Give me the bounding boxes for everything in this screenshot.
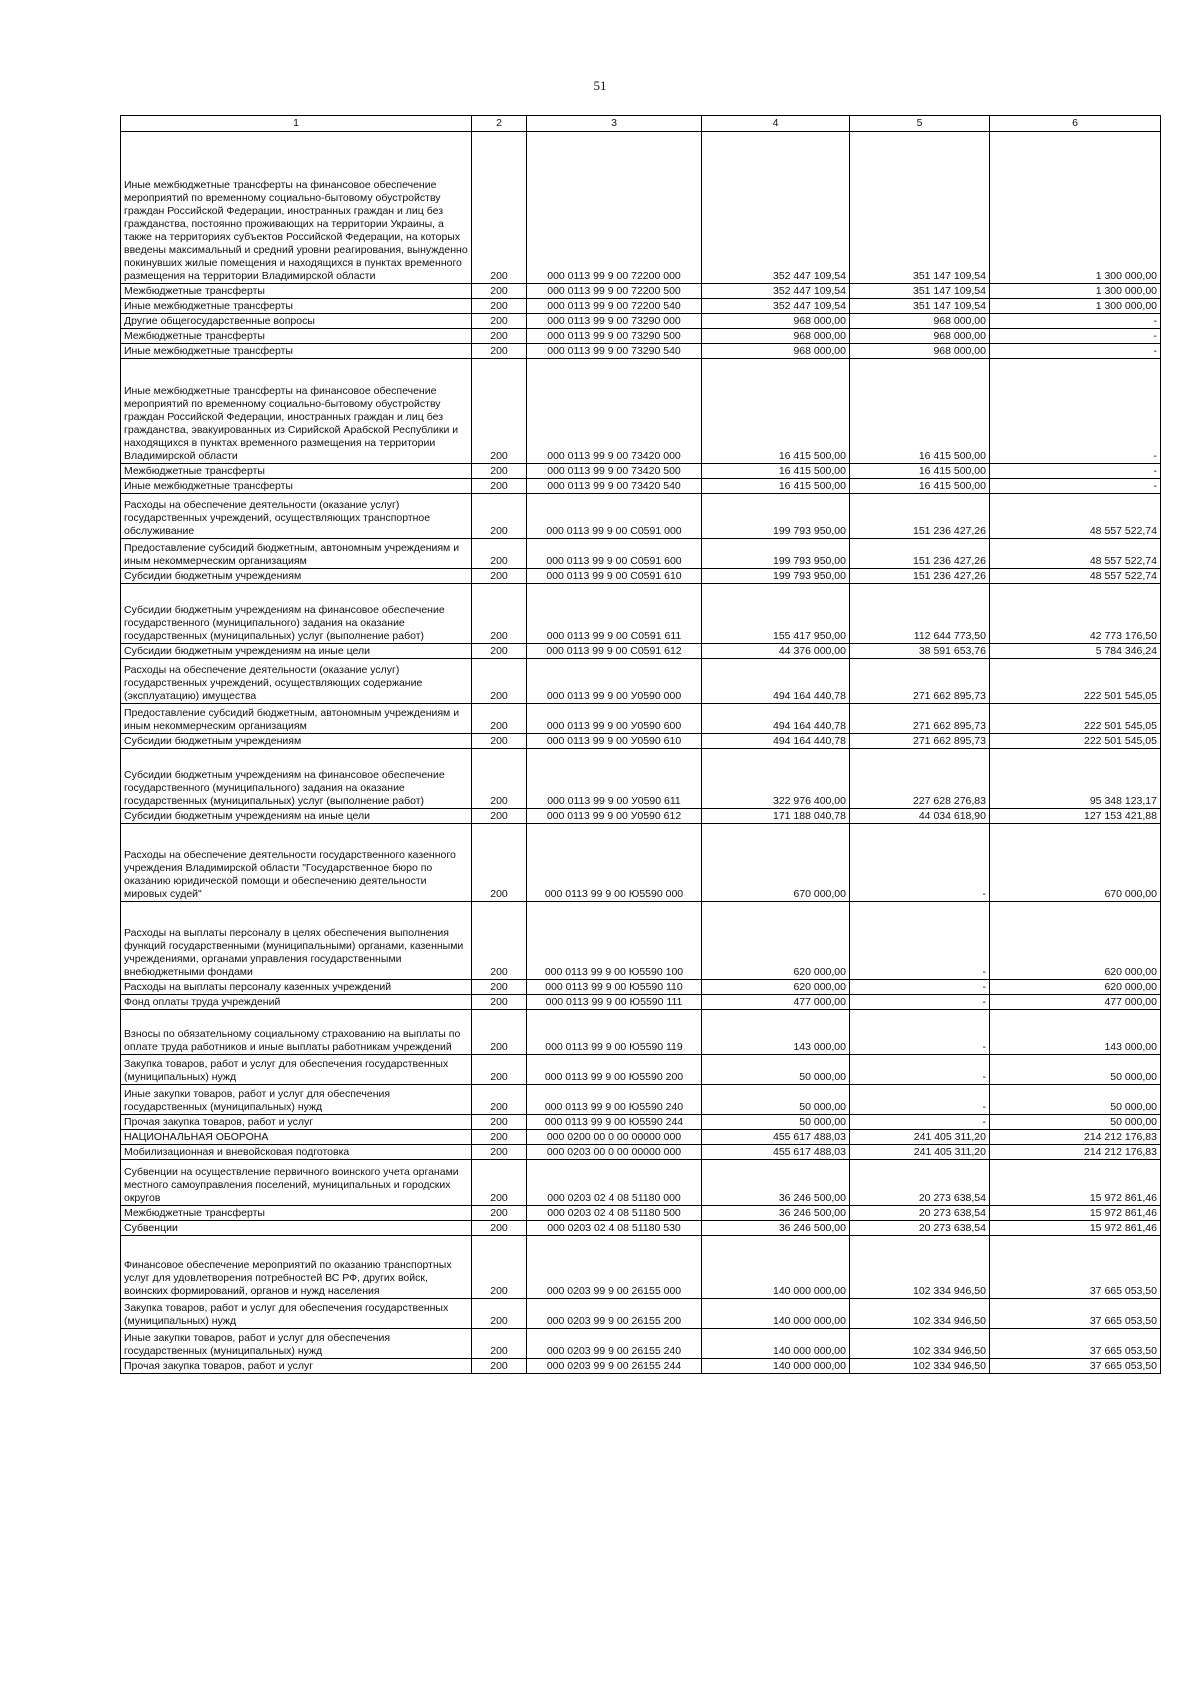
row-value-col5: 351 147 109,54 xyxy=(850,132,990,284)
row-value-col5: - xyxy=(850,824,990,902)
row-value-col4: 44 376 000,00 xyxy=(702,644,850,659)
table-body xyxy=(121,132,1161,1374)
row-code: 200 xyxy=(472,1055,527,1085)
row-value-col4: 16 415 500,00 xyxy=(702,359,850,464)
column-header-1: 1 xyxy=(121,116,472,132)
table-row xyxy=(121,359,1161,464)
table-row xyxy=(121,749,1161,809)
table-row xyxy=(121,809,1161,824)
row-name: Закупка товаров, работ и услуг для обеспечения государственных (муниципальных) нужд xyxy=(121,1055,472,1085)
row-name: Иные межбюджетные трансферты xyxy=(121,299,472,314)
table-row xyxy=(121,329,1161,344)
row-kbk-code: 000 0113 99 9 00 73290 540 xyxy=(527,344,702,359)
row-code: 200 xyxy=(472,995,527,1010)
table-row xyxy=(121,1236,1161,1299)
row-kbk-code: 000 0203 02 4 08 51180 530 xyxy=(527,1221,702,1236)
row-value-col6: 48 557 522,74 xyxy=(990,569,1161,584)
row-value-col4: 670 000,00 xyxy=(702,824,850,902)
row-kbk-code: 000 0113 99 9 00 73290 500 xyxy=(527,329,702,344)
row-value-col4: 140 000 000,00 xyxy=(702,1236,850,1299)
row-value-col4: 455 617 488,03 xyxy=(702,1130,850,1145)
table-row xyxy=(121,1160,1161,1206)
row-code: 200 xyxy=(472,1221,527,1236)
row-value-col5: - xyxy=(850,1010,990,1055)
row-value-col5: 151 236 427,26 xyxy=(850,539,990,569)
row-name: Расходы на выплаты персоналу казенных учреждений xyxy=(121,980,472,995)
row-value-col6: 214 212 176,83 xyxy=(990,1145,1161,1160)
row-value-col5: 151 236 427,26 xyxy=(850,494,990,539)
row-value-col4: 494 164 440,78 xyxy=(702,704,850,734)
row-value-col5: - xyxy=(850,902,990,980)
table-row xyxy=(121,1115,1161,1130)
table-row xyxy=(121,1329,1161,1359)
row-kbk-code: 000 0113 99 9 00 Ю5590 110 xyxy=(527,980,702,995)
row-value-col4: 352 447 109,54 xyxy=(702,299,850,314)
row-value-col5: 102 334 946,50 xyxy=(850,1329,990,1359)
row-code: 200 xyxy=(472,902,527,980)
row-kbk-code: 000 0113 99 9 00 Ю5590 100 xyxy=(527,902,702,980)
row-code: 200 xyxy=(472,1145,527,1160)
table-row xyxy=(121,1359,1161,1374)
row-value-col6: 15 972 861,46 xyxy=(990,1160,1161,1206)
row-code: 200 xyxy=(472,1010,527,1055)
row-name: Межбюджетные трансферты xyxy=(121,464,472,479)
row-name: Субсидии бюджетным учреждениям xyxy=(121,569,472,584)
row-name: Субсидии бюджетным учреждениям на иные цели xyxy=(121,809,472,824)
row-code: 200 xyxy=(472,644,527,659)
row-value-col5: - xyxy=(850,1055,990,1085)
page-number: 51 xyxy=(593,78,607,93)
row-code: 200 xyxy=(472,329,527,344)
row-kbk-code: 000 0203 99 9 00 26155 200 xyxy=(527,1299,702,1329)
row-value-col6: 127 153 421,88 xyxy=(990,809,1161,824)
row-value-col5: 351 147 109,54 xyxy=(850,284,990,299)
row-value-col5: 241 405 311,20 xyxy=(850,1130,990,1145)
table-row xyxy=(121,569,1161,584)
table-row xyxy=(121,344,1161,359)
row-kbk-code: 000 0113 99 9 00 73290 000 xyxy=(527,314,702,329)
row-code: 200 xyxy=(472,704,527,734)
row-value-col5: 968 000,00 xyxy=(850,344,990,359)
row-value-col4: 352 447 109,54 xyxy=(702,132,850,284)
row-value-col5: 271 662 895,73 xyxy=(850,734,990,749)
row-kbk-code: 000 0113 99 9 00 73420 540 xyxy=(527,479,702,494)
row-name: Мобилизационная и вневойсковая подготовка xyxy=(121,1145,472,1160)
row-name: Иные межбюджетные трансферты на финансовое обеспечение мероприятий по временному социально-бытовому обустройству граждан Российской Федерации, иностранных граждан и лиц без гражданства, эвакуированных из Сирийской Арабской Республики и находящихся в пунктах временного размещения на территории Владимирской области xyxy=(121,359,472,464)
row-value-col6: 670 000,00 xyxy=(990,824,1161,902)
row-code: 200 xyxy=(472,1160,527,1206)
row-kbk-code: 000 0203 02 4 08 51180 000 xyxy=(527,1160,702,1206)
table-row xyxy=(121,902,1161,980)
row-value-col5: 241 405 311,20 xyxy=(850,1145,990,1160)
row-value-col6: 477 000,00 xyxy=(990,995,1161,1010)
row-value-col6: - xyxy=(990,479,1161,494)
row-value-col4: 494 164 440,78 xyxy=(702,734,850,749)
row-value-col6: 37 665 053,50 xyxy=(990,1329,1161,1359)
row-value-col5: 16 415 500,00 xyxy=(850,359,990,464)
row-value-col6: 37 665 053,50 xyxy=(990,1299,1161,1329)
row-code: 200 xyxy=(472,359,527,464)
row-name: Прочая закупка товаров, работ и услуг xyxy=(121,1115,472,1130)
row-kbk-code: 000 0203 99 9 00 26155 244 xyxy=(527,1359,702,1374)
row-value-col6: - xyxy=(990,329,1161,344)
row-code: 200 xyxy=(472,464,527,479)
row-kbk-code: 000 0113 99 9 00 С0591 612 xyxy=(527,644,702,659)
row-code: 200 xyxy=(472,344,527,359)
row-value-col6: 15 972 861,46 xyxy=(990,1221,1161,1236)
row-value-col5: 271 662 895,73 xyxy=(850,659,990,704)
row-code: 200 xyxy=(472,1206,527,1221)
row-kbk-code: 000 0203 00 0 00 00000 000 xyxy=(527,1145,702,1160)
row-kbk-code: 000 0203 02 4 08 51180 500 xyxy=(527,1206,702,1221)
row-value-col4: 171 188 040,78 xyxy=(702,809,850,824)
table-row xyxy=(121,479,1161,494)
row-kbk-code: 000 0113 99 9 00 С0591 610 xyxy=(527,569,702,584)
row-kbk-code: 000 0113 99 9 00 У0590 600 xyxy=(527,704,702,734)
row-value-col6: - xyxy=(990,359,1161,464)
row-value-col4: 199 793 950,00 xyxy=(702,539,850,569)
row-value-col6: - xyxy=(990,314,1161,329)
row-kbk-code: 000 0200 00 0 00 00000 000 xyxy=(527,1130,702,1145)
row-code: 200 xyxy=(472,494,527,539)
row-name: Субвенции xyxy=(121,1221,472,1236)
row-code: 200 xyxy=(472,809,527,824)
row-value-col4: 199 793 950,00 xyxy=(702,494,850,539)
row-kbk-code: 000 0113 99 9 00 Ю5590 244 xyxy=(527,1115,702,1130)
row-value-col4: 140 000 000,00 xyxy=(702,1299,850,1329)
table-row xyxy=(121,284,1161,299)
row-value-col5: 44 034 618,90 xyxy=(850,809,990,824)
header-row xyxy=(121,116,1161,132)
row-value-col5: 102 334 946,50 xyxy=(850,1236,990,1299)
row-value-col6: 50 000,00 xyxy=(990,1115,1161,1130)
row-code: 200 xyxy=(472,1299,527,1329)
row-value-col6: 222 501 545,05 xyxy=(990,734,1161,749)
table-row xyxy=(121,1299,1161,1329)
row-value-col5: 16 415 500,00 xyxy=(850,464,990,479)
table-row xyxy=(121,494,1161,539)
row-kbk-code: 000 0113 99 9 00 Ю5590 119 xyxy=(527,1010,702,1055)
row-value-col4: 199 793 950,00 xyxy=(702,569,850,584)
table-row xyxy=(121,1010,1161,1055)
table-row xyxy=(121,1085,1161,1115)
row-value-col6: - xyxy=(990,464,1161,479)
row-code: 200 xyxy=(472,539,527,569)
row-value-col6: 50 000,00 xyxy=(990,1085,1161,1115)
row-kbk-code: 000 0113 99 9 00 У0590 612 xyxy=(527,809,702,824)
row-value-col5: 968 000,00 xyxy=(850,314,990,329)
row-name: Расходы на выплаты персоналу в целях обеспечения выполнения функций государственными (муниципальными) органами, казенными учреждениями, органами управления государственными внебюджетными фондами xyxy=(121,902,472,980)
row-value-col4: 50 000,00 xyxy=(702,1055,850,1085)
table-row xyxy=(121,584,1161,644)
row-kbk-code: 000 0113 99 9 00 У0590 610 xyxy=(527,734,702,749)
row-kbk-code: 000 0113 99 9 00 У0590 611 xyxy=(527,749,702,809)
row-code: 200 xyxy=(472,1329,527,1359)
row-value-col6: 1 300 000,00 xyxy=(990,299,1161,314)
row-value-col6: 48 557 522,74 xyxy=(990,539,1161,569)
row-value-col5: 20 273 638,54 xyxy=(850,1221,990,1236)
row-code: 200 xyxy=(472,299,527,314)
row-name: Прочая закупка товаров, работ и услуг xyxy=(121,1359,472,1374)
row-name: Предоставление субсидий бюджетным, автономным учреждениям и иным некоммерческим организациям xyxy=(121,704,472,734)
table-row xyxy=(121,1130,1161,1145)
budget-table xyxy=(120,115,1161,1374)
row-value-col6: 48 557 522,74 xyxy=(990,494,1161,539)
row-value-col6: 5 784 346,24 xyxy=(990,644,1161,659)
row-value-col6: 1 300 000,00 xyxy=(990,132,1161,284)
row-name: Расходы на обеспечение деятельности (оказание услуг) государственных учреждений, осуществляющих содержание (эксплуатацию) имущества xyxy=(121,659,472,704)
table-row xyxy=(121,464,1161,479)
table-row xyxy=(121,980,1161,995)
row-value-col6: 620 000,00 xyxy=(990,980,1161,995)
row-kbk-code: 000 0203 99 9 00 26155 240 xyxy=(527,1329,702,1359)
row-value-col5: 102 334 946,50 xyxy=(850,1299,990,1329)
row-value-col5: - xyxy=(850,1115,990,1130)
row-code: 200 xyxy=(472,284,527,299)
row-kbk-code: 000 0203 99 9 00 26155 000 xyxy=(527,1236,702,1299)
row-name: НАЦИОНАЛЬНАЯ ОБОРОНА xyxy=(121,1130,472,1145)
row-kbk-code: 000 0113 99 9 00 72200 540 xyxy=(527,299,702,314)
row-code: 200 xyxy=(472,479,527,494)
row-value-col6: 42 773 176,50 xyxy=(990,584,1161,644)
row-value-col6: 50 000,00 xyxy=(990,1055,1161,1085)
row-name: Фонд оплаты труда учреждений xyxy=(121,995,472,1010)
row-value-col4: 968 000,00 xyxy=(702,344,850,359)
table-row xyxy=(121,314,1161,329)
row-value-col5: 151 236 427,26 xyxy=(850,569,990,584)
table-row xyxy=(121,824,1161,902)
row-value-col6: 37 665 053,50 xyxy=(990,1359,1161,1374)
table-row xyxy=(121,539,1161,569)
row-value-col4: 140 000 000,00 xyxy=(702,1359,850,1374)
row-code: 200 xyxy=(472,1359,527,1374)
row-kbk-code: 000 0113 99 9 00 Ю5590 000 xyxy=(527,824,702,902)
row-name: Субсидии бюджетным учреждениям на финансовое обеспечение государственного (муниципального) задания на оказание государственных (муниципальных) услуг (выполнение работ) xyxy=(121,749,472,809)
row-name: Субсидии бюджетным учреждениям на иные цели xyxy=(121,644,472,659)
row-value-col4: 50 000,00 xyxy=(702,1115,850,1130)
row-name: Расходы на обеспечение деятельности государственного казенного учреждения Владимирской области "Государственное бюро по оказанию юридической помощи и обеспечению деятельности мировых судей" xyxy=(121,824,472,902)
row-value-col6: 620 000,00 xyxy=(990,902,1161,980)
row-name: Субсидии бюджетным учреждениям xyxy=(121,734,472,749)
row-value-col6: 1 300 000,00 xyxy=(990,284,1161,299)
row-name: Иные закупки товаров, работ и услуг для обеспечения государственных (муниципальных) нужд xyxy=(121,1329,472,1359)
row-value-col4: 155 417 950,00 xyxy=(702,584,850,644)
table-row xyxy=(121,995,1161,1010)
table-row xyxy=(121,132,1161,284)
row-value-col4: 477 000,00 xyxy=(702,995,850,1010)
row-value-col5: 227 628 276,83 xyxy=(850,749,990,809)
row-value-col5: - xyxy=(850,1085,990,1115)
table-row xyxy=(121,734,1161,749)
row-code: 200 xyxy=(472,1236,527,1299)
row-value-col5: 112 644 773,50 xyxy=(850,584,990,644)
row-value-col5: 351 147 109,54 xyxy=(850,299,990,314)
column-header-5: 5 xyxy=(850,116,990,132)
row-value-col5: 16 415 500,00 xyxy=(850,479,990,494)
row-code: 200 xyxy=(472,584,527,644)
row-name: Взносы по обязательному социальному страхованию на выплаты по оплате труда работников и иные выплаты работникам учреждений xyxy=(121,1010,472,1055)
row-name: Иные межбюджетные трансферты на финансовое обеспечение мероприятий по временному социально-бытовому обустройству граждан Российской Федерации, иностранных граждан и лиц без гражданства, постоянно проживающих на территории Украины, а также на территориях субъектов Российской Федерации, на которых введены максимальный и средний уровни реагирования, вынужденно покинувших жилые помещения и находящихся в пунктах временного размещения на территории Владимирской области xyxy=(121,132,472,284)
row-value-col5: - xyxy=(850,980,990,995)
row-value-col4: 968 000,00 xyxy=(702,314,850,329)
row-kbk-code: 000 0113 99 9 00 С0591 000 xyxy=(527,494,702,539)
row-value-col6: 222 501 545,05 xyxy=(990,659,1161,704)
row-value-col4: 16 415 500,00 xyxy=(702,479,850,494)
row-kbk-code: 000 0113 99 9 00 73420 000 xyxy=(527,359,702,464)
row-code: 200 xyxy=(472,569,527,584)
row-code: 200 xyxy=(472,132,527,284)
row-value-col4: 36 246 500,00 xyxy=(702,1221,850,1236)
row-kbk-code: 000 0113 99 9 00 73420 500 xyxy=(527,464,702,479)
table-row xyxy=(121,1145,1161,1160)
table-row xyxy=(121,1055,1161,1085)
row-value-col5: - xyxy=(850,995,990,1010)
row-value-col6: 95 348 123,17 xyxy=(990,749,1161,809)
row-value-col6: 37 665 053,50 xyxy=(990,1236,1161,1299)
row-value-col6: 15 972 861,46 xyxy=(990,1206,1161,1221)
row-value-col4: 36 246 500,00 xyxy=(702,1160,850,1206)
row-kbk-code: 000 0113 99 9 00 72200 500 xyxy=(527,284,702,299)
row-value-col4: 36 246 500,00 xyxy=(702,1206,850,1221)
row-kbk-code: 000 0113 99 9 00 72200 000 xyxy=(527,132,702,284)
row-value-col4: 140 000 000,00 xyxy=(702,1329,850,1359)
row-value-col6: 143 000,00 xyxy=(990,1010,1161,1055)
row-value-col4: 50 000,00 xyxy=(702,1085,850,1115)
row-kbk-code: 000 0113 99 9 00 Ю5590 200 xyxy=(527,1055,702,1085)
row-code: 200 xyxy=(472,1115,527,1130)
row-value-col4: 143 000,00 xyxy=(702,1010,850,1055)
column-header-4: 4 xyxy=(702,116,850,132)
table-row xyxy=(121,299,1161,314)
column-header-6: 6 xyxy=(990,116,1161,132)
row-value-col5: 968 000,00 xyxy=(850,329,990,344)
column-header-3: 3 xyxy=(527,116,702,132)
row-kbk-code: 000 0113 99 9 00 С0591 611 xyxy=(527,584,702,644)
table-row xyxy=(121,1206,1161,1221)
row-value-col4: 494 164 440,78 xyxy=(702,659,850,704)
row-value-col5: 38 591 653,76 xyxy=(850,644,990,659)
row-value-col4: 620 000,00 xyxy=(702,980,850,995)
row-name: Межбюджетные трансферты xyxy=(121,284,472,299)
row-kbk-code: 000 0113 99 9 00 Ю5590 240 xyxy=(527,1085,702,1115)
table-row xyxy=(121,659,1161,704)
row-value-col4: 352 447 109,54 xyxy=(702,284,850,299)
row-value-col4: 322 976 400,00 xyxy=(702,749,850,809)
row-value-col4: 620 000,00 xyxy=(702,902,850,980)
row-code: 200 xyxy=(472,1085,527,1115)
column-header-2: 2 xyxy=(472,116,527,132)
row-code: 200 xyxy=(472,749,527,809)
row-value-col4: 455 617 488,03 xyxy=(702,1145,850,1160)
row-code: 200 xyxy=(472,314,527,329)
row-code: 200 xyxy=(472,734,527,749)
row-code: 200 xyxy=(472,980,527,995)
row-value-col5: 102 334 946,50 xyxy=(850,1359,990,1374)
row-name: Закупка товаров, работ и услуг для обеспечения государственных (муниципальных) нужд xyxy=(121,1299,472,1329)
row-kbk-code: 000 0113 99 9 00 У0590 000 xyxy=(527,659,702,704)
row-name: Иные межбюджетные трансферты xyxy=(121,479,472,494)
table-row xyxy=(121,1221,1161,1236)
row-name: Предоставление субсидий бюджетным, автономным учреждениям и иным некоммерческим организациям xyxy=(121,539,472,569)
row-value-col6: 214 212 176,83 xyxy=(990,1130,1161,1145)
row-name: Расходы на обеспечение деятельности (оказание услуг) государственных учреждений, осуществляющих транспортное обслуживание xyxy=(121,494,472,539)
row-kbk-code: 000 0113 99 9 00 Ю5590 111 xyxy=(527,995,702,1010)
row-value-col6: - xyxy=(990,344,1161,359)
row-name: Межбюджетные трансферты xyxy=(121,329,472,344)
row-name: Другие общегосударственные вопросы xyxy=(121,314,472,329)
row-value-col4: 16 415 500,00 xyxy=(702,464,850,479)
row-value-col5: 20 273 638,54 xyxy=(850,1206,990,1221)
row-code: 200 xyxy=(472,824,527,902)
row-value-col5: 20 273 638,54 xyxy=(850,1160,990,1206)
row-code: 200 xyxy=(472,659,527,704)
table-row xyxy=(121,644,1161,659)
row-name: Финансовое обеспечение мероприятий по оказанию транспортных услуг для удовлетворения потребностей ВС РФ, других войск, воинских формирований, органов и нужд населения xyxy=(121,1236,472,1299)
row-name: Субсидии бюджетным учреждениям на финансовое обеспечение государственного (муниципального) задания на оказание государственных (муниципальных) услуг (выполнение работ) xyxy=(121,584,472,644)
row-kbk-code: 000 0113 99 9 00 С0591 600 xyxy=(527,539,702,569)
row-name: Иные закупки товаров, работ и услуг для обеспечения государственных (муниципальных) нужд xyxy=(121,1085,472,1115)
row-name: Иные межбюджетные трансферты xyxy=(121,344,472,359)
table-row xyxy=(121,704,1161,734)
row-value-col5: 271 662 895,73 xyxy=(850,704,990,734)
row-code: 200 xyxy=(472,1130,527,1145)
row-value-col4: 968 000,00 xyxy=(702,329,850,344)
row-name: Межбюджетные трансферты xyxy=(121,1206,472,1221)
row-value-col6: 222 501 545,05 xyxy=(990,704,1161,734)
row-name: Субвенции на осуществление первичного воинского учета органами местного самоуправления поселений, муниципальных и городских округов xyxy=(121,1160,472,1206)
